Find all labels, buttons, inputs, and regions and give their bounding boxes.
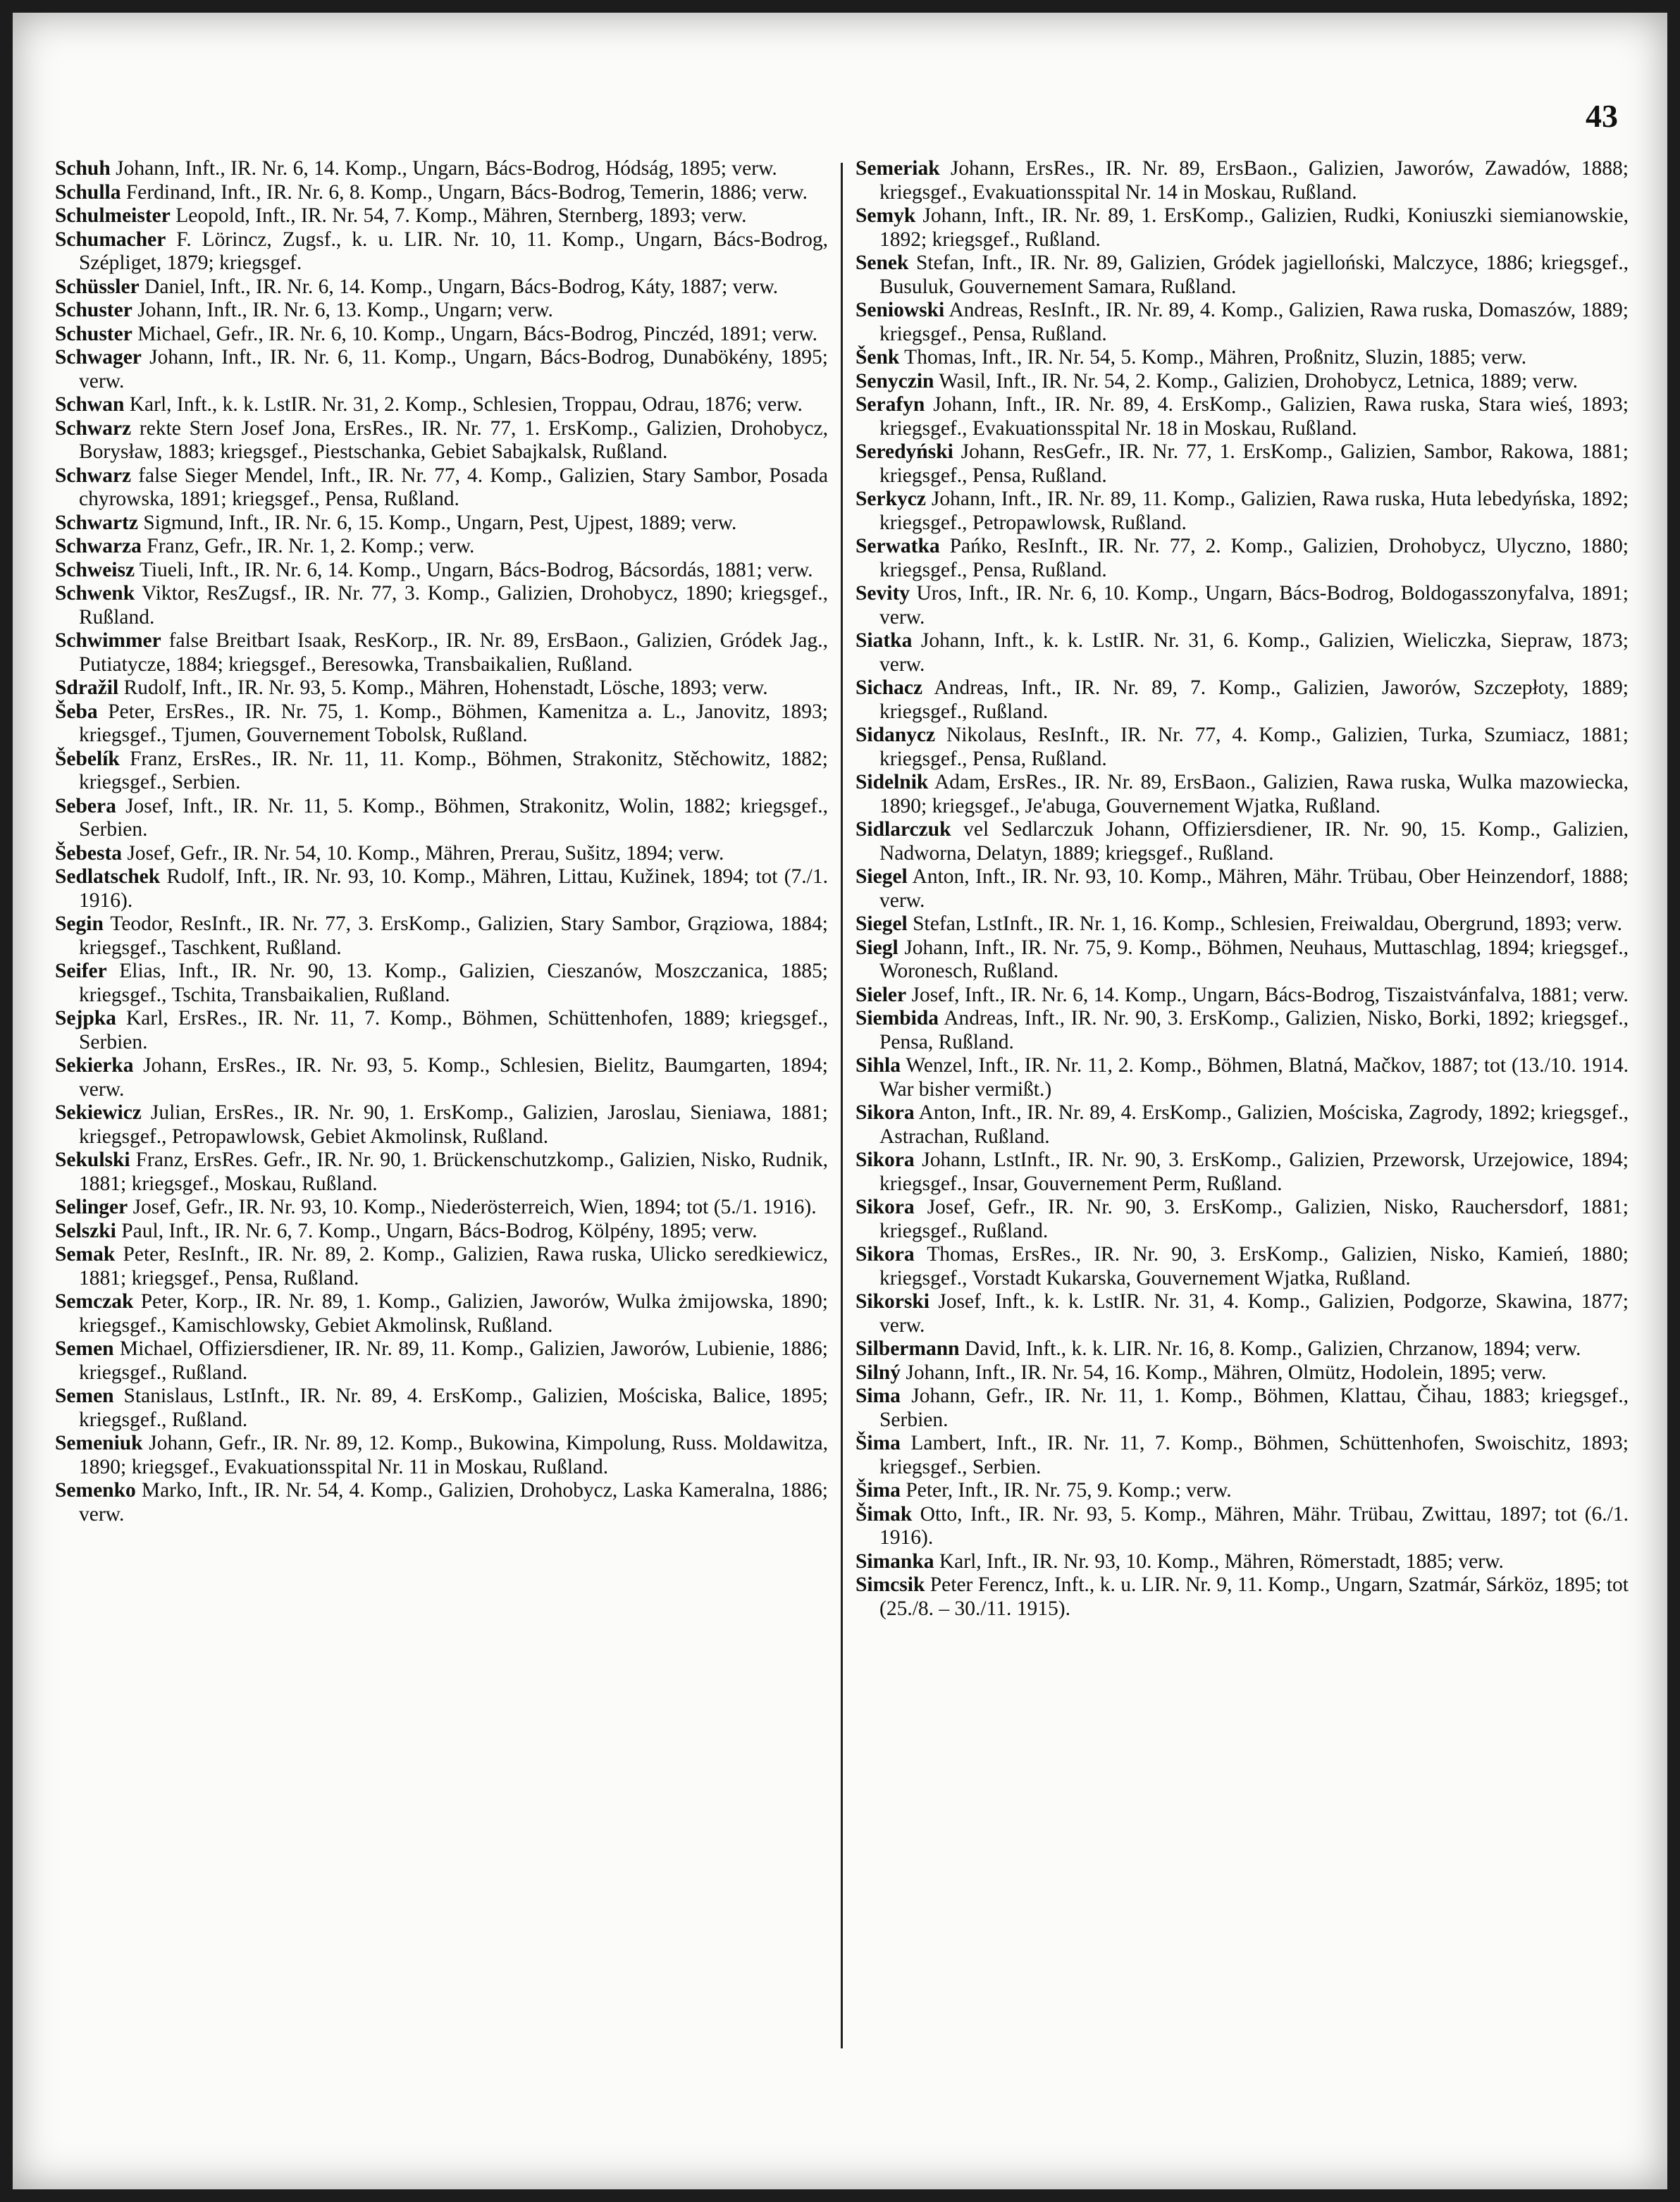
- entry-surname: Sikora: [856, 1149, 915, 1171]
- entry-details: Johann, LstInft., IR. Nr. 90, 3. ErsKomp., Galizien, Przeworsk, Urzejowice, 1894; kriegsgef., Insar, Gouvernement Perm, Rußland.: [879, 1149, 1629, 1195]
- entry-surname: Schuster: [55, 322, 132, 345]
- entry-details: Johann, Inft., IR. Nr. 6, 14. Komp., Ungarn, Bács-Bodrog, Hódság, 1895; verw.: [110, 157, 777, 180]
- entry-details: Lambert, Inft., IR. Nr. 11, 7. Komp., Böhmen, Schüttenhofen, Swoischitz, 1893; kriegsgef., Serbien.: [879, 1432, 1629, 1478]
- register-entry: [856, 488, 1629, 535]
- entry-details: Leopold, Inft., IR. Nr. 54, 7. Komp., Mähren, Sternberg, 1893; verw.: [170, 204, 747, 227]
- entry-details: Anton, Inft., IR. Nr. 93, 10. Komp., Mähren, Mähr. Trübau, Ober Heinzendorf, 1888; verw.: [879, 865, 1629, 912]
- two-column-layout: [55, 157, 1629, 2133]
- register-entry: [55, 1054, 828, 1101]
- entry-details: Viktor, ResZugsf., IR. Nr. 77, 3. Komp., Galizien, Drohobycz, 1890; kriegsgef., Rußland.: [79, 582, 828, 629]
- entry-surname: Semczak: [55, 1290, 134, 1313]
- register-entry: [55, 1243, 828, 1290]
- entry-surname: Semen: [55, 1385, 114, 1407]
- entry-details: Andreas, Inft., IR. Nr. 89, 7. Komp., Galizien, Jaworów, Szczepłoty, 1889; kriegsgef., Rußland.: [879, 676, 1629, 723]
- entry-surname: Siegel: [856, 913, 908, 935]
- register-entry: [856, 1385, 1629, 1432]
- register-entry: [55, 157, 828, 181]
- entry-details: Michael, Offiziersdiener, IR. Nr. 89, 11. Komp., Galizien, Jaworów, Lubienie, 1886; kriegsgef., Rußland.: [79, 1337, 828, 1384]
- entry-surname: Schulmeister: [55, 204, 171, 227]
- entry-details: Peter, Inft., IR. Nr. 75, 9. Komp.; verw.: [900, 1479, 1232, 1502]
- entry-details: Johann, Gefr., IR. Nr. 11, 1. Komp., Böhmen, Klattau, Čihau, 1883; kriegsgef., Serbien.: [879, 1385, 1629, 1431]
- register-entry: [856, 535, 1629, 582]
- register-entry: [856, 582, 1629, 629]
- entry-surname: Sikorski: [856, 1290, 929, 1313]
- entry-surname: Šima: [856, 1479, 901, 1502]
- entry-details: Josef, Inft., IR. Nr. 11, 5. Komp., Böhmen, Strakonitz, Wolin, 1882; kriegsgef., Serbien.: [79, 794, 828, 841]
- register-entry: [55, 1479, 828, 1526]
- entry-surname: Schüssler: [55, 275, 140, 298]
- entry-surname: Semenko: [55, 1479, 136, 1502]
- entry-surname: Sikora: [856, 1196, 915, 1218]
- entry-surname: Serkycz: [856, 488, 926, 510]
- entry-details: F. Lörincz, Zugsf., k. u. LIR. Nr. 10, 11. Komp., Ungarn, Bács-Bodrog, Szépliget, 1879; kriegsgef.: [79, 228, 828, 274]
- register-entry: [856, 818, 1629, 865]
- register-entry: [55, 535, 828, 559]
- entry-surname: Seredyński: [856, 440, 953, 463]
- entry-details: Josef, Gefr., IR. Nr. 54, 10. Komp., Mähren, Prerau, Sušitz, 1894; verw.: [122, 841, 724, 865]
- register-entry: [55, 676, 828, 700]
- entry-surname: Sdražil: [55, 676, 119, 699]
- register-entry: [856, 1432, 1629, 1479]
- entry-details: Peter, Korp., IR. Nr. 89, 1. Komp., Galizien, Jaworów, Wulka żmijowska, 1890; kriegsgef., Kamischlowsky, Gebiet Akmolinsk, Rußland.: [79, 1290, 828, 1337]
- entry-details: Sigmund, Inft., IR. Nr. 6, 15. Komp., Ungarn, Pest, Ujpest, 1889; verw.: [137, 511, 737, 534]
- entry-details: Anton, Inft., IR. Nr. 89, 4. ErsKomp., Galizien, Mościska, Zagrody, 1892; kriegsgef., Astrachan, Rußland.: [879, 1101, 1629, 1148]
- entry-details: Adam, ErsRes., IR. Nr. 89, ErsBaon., Galizien, Rawa ruska, Wulka mazowiecka, 1890; kriegsgef., Je'abuga, Gouvernement Wjatka, Rußland.: [879, 771, 1629, 817]
- register-entry: [856, 1573, 1629, 1621]
- entry-details: Johann, Inft., IR. Nr. 54, 16. Komp., Mähren, Olmütz, Hodolein, 1895; verw.: [900, 1361, 1547, 1384]
- entry-surname: Sekulski: [55, 1149, 130, 1171]
- entry-details: Johann, Inft., IR. Nr. 89, 1. ErsKomp., Galizien, Rudki, Koniuszki siemianowskie, 1892; kriegsgef., Rußland.: [879, 204, 1629, 251]
- entry-surname: Semyk: [856, 204, 916, 227]
- entry-details: Paul, Inft., IR. Nr. 6, 7. Komp., Ungarn, Bács-Bodrog, Kölpény, 1895; verw.: [116, 1219, 758, 1242]
- entry-surname: Senek: [856, 252, 909, 274]
- entry-details: Julian, ErsRes., IR. Nr. 90, 1. ErsKomp., Galizien, Jaroslau, Sieniawa, 1881; kriegsgef., Petropawlowsk, Gebiet Akmolinsk, Rußland.: [79, 1101, 828, 1148]
- register-entry: [856, 204, 1629, 252]
- entry-details: Josef, Inft., k. k. LstIR. Nr. 31, 4. Komp., Galizien, Podgorze, Skawina, 1877; verw.: [879, 1290, 1629, 1337]
- entry-details: Peter Ferencz, Inft., k. u. LIR. Nr. 9, 11. Komp., Ungarn, Szatmár, Sárköz, 1895; tot (25./8. – 30./11. 1915).: [879, 1573, 1629, 1620]
- entry-surname: Selinger: [55, 1196, 128, 1218]
- register-entry: [55, 748, 828, 795]
- register-entry: [55, 417, 828, 464]
- register-entry: [55, 393, 828, 417]
- register-entry: [856, 346, 1629, 370]
- entry-details: Karl, ErsRes., IR. Nr. 11, 7. Komp., Böhmen, Schüttenhofen, 1889; kriegsgef., Serbien.: [79, 1007, 828, 1053]
- register-entry: [55, 204, 828, 228]
- entry-surname: Šeba: [55, 700, 98, 723]
- entry-surname: Sikora: [856, 1243, 915, 1266]
- entry-details: false Sieger Mendel, Inft., IR. Nr. 77, 4. Komp., Galizien, Stary Sambor, Posada chyrowska, 1891; kriegsgef., Pensa, Rußland.: [79, 464, 828, 510]
- entry-surname: Selszki: [55, 1219, 116, 1242]
- register-entry: [856, 1149, 1629, 1196]
- register-entry: [55, 276, 828, 299]
- entry-surname: Serwatka: [856, 535, 940, 557]
- entry-details: Johann, ErsRes., IR. Nr. 93, 5. Komp., Schlesien, Bielitz, Baumgarten, 1894; verw.: [79, 1054, 828, 1101]
- register-entry: [856, 771, 1629, 818]
- register-entry: [55, 464, 828, 512]
- register-entry: [55, 1337, 828, 1385]
- entry-surname: Sebera: [55, 794, 116, 817]
- entry-details: Otto, Inft., IR. Nr. 93, 5. Komp., Mähren, Mähr. Trübau, Zwittau, 1897; tot (6./1. 1916).: [879, 1502, 1629, 1549]
- entry-details: David, Inft., k. k. LIR. Nr. 16, 8. Komp., Galizien, Chrzanow, 1894; verw.: [959, 1337, 1581, 1360]
- register-entry: [856, 157, 1629, 204]
- register-entry: [856, 936, 1629, 984]
- entry-surname: Schwenk: [55, 582, 135, 605]
- entry-details: Johann, Inft., IR. Nr. 6, 11. Komp., Ungarn, Bács-Bodrog, Dunabökény, 1895; verw.: [79, 346, 828, 392]
- entry-surname: Siegl: [856, 936, 898, 959]
- register-entry: [856, 1479, 1629, 1503]
- register-entry: [55, 299, 828, 323]
- register-entry: [55, 1149, 828, 1196]
- register-entry: [856, 440, 1629, 488]
- entry-details: Johann, Inft., IR. Nr. 89, 11. Komp., Galizien, Rawa ruska, Huta lebedyńska, 1892; kriegsgef., Petropawlowsk, Rußland.: [879, 488, 1629, 534]
- entry-details: Franz, ErsRes. Gefr., IR. Nr. 90, 1. Brückenschutzkomp., Galizien, Nisko, Rudnik, 1881; kriegsgef., Moskau, Rußland.: [79, 1149, 828, 1195]
- register-entry: [856, 1503, 1629, 1550]
- entry-details: Peter, ErsRes., IR. Nr. 75, 1. Komp., Böhmen, Kamenitza a. L., Janovitz, 1893; kriegsgef., Tjumen, Gouvernement Tobolsk, Rußland.: [79, 700, 828, 746]
- entry-surname: Sekierka: [55, 1054, 134, 1077]
- register-entry: [55, 1290, 828, 1337]
- entry-details: Ferdinand, Inft., IR. Nr. 6, 8. Komp., Ungarn, Bács-Bodrog, Temerin, 1886; verw.: [121, 180, 808, 204]
- entry-details: Wenzel, Inft., IR. Nr. 11, 2. Komp., Böhmen, Blatná, Mačkov, 1887; tot (13./10. 1914. War bisher vermißt.): [879, 1054, 1629, 1101]
- register-entry: [856, 1196, 1629, 1243]
- entry-surname: Sevity: [856, 582, 910, 605]
- register-entry: [55, 960, 828, 1007]
- register-entry: [856, 1054, 1629, 1101]
- entry-details: Josef, Gefr., IR. Nr. 93, 10. Komp., Niederösterreich, Wien, 1894; tot (5./1. 1916).: [128, 1196, 817, 1218]
- register-entry: [55, 346, 828, 393]
- entry-surname: Siatka: [856, 629, 913, 652]
- entry-surname: Schwimmer: [55, 629, 161, 652]
- entry-details: Karl, Inft., k. k. LstIR. Nr. 31, 2. Komp., Schlesien, Troppau, Odrau, 1876; verw.: [124, 393, 803, 416]
- entry-surname: Simcsik: [856, 1573, 925, 1596]
- entry-details: Rudolf, Inft., IR. Nr. 93, 10. Komp., Mähren, Littau, Kužinek, 1894; tot (7./1. 1916).: [79, 865, 828, 912]
- register-entry: [55, 1220, 828, 1244]
- entry-details: Franz, Gefr., IR. Nr. 1, 2. Komp.; verw.: [141, 535, 475, 557]
- entry-surname: Seniowski: [856, 299, 945, 321]
- register-entry: [856, 370, 1629, 394]
- register-entry: [55, 1432, 828, 1479]
- entry-details: Andreas, ResInft., IR. Nr. 89, 4. Komp., Galizien, Rawa ruska, Domaszów, 1889; kriegsgef., Pensa, Rußland.: [879, 299, 1629, 345]
- entry-surname: Silný: [856, 1361, 901, 1384]
- entry-surname: Semak: [55, 1243, 116, 1266]
- entry-surname: Semen: [55, 1337, 114, 1360]
- entry-surname: Siegel: [856, 865, 908, 888]
- entry-details: Rudolf, Inft., IR. Nr. 93, 5. Komp., Mähren, Hohenstadt, Lösche, 1893; verw.: [118, 676, 768, 699]
- entry-surname: Sichacz: [856, 676, 923, 699]
- entry-surname: Schuh: [55, 157, 111, 180]
- entry-surname: Šebelík: [55, 747, 120, 770]
- entry-details: Stefan, Inft., IR. Nr. 89, Galizien, Gródek jagielloński, Malczyce, 1886; kriegsgef., Busuluk, Gouvernement Samara, Rußland.: [879, 252, 1629, 298]
- register-entry: [55, 1196, 828, 1220]
- left-column: [55, 157, 841, 2133]
- entry-details: Michael, Gefr., IR. Nr. 6, 10. Komp., Ungarn, Bács-Bodrog, Pinczéd, 1891; verw.: [132, 322, 818, 345]
- register-entry: [55, 512, 828, 536]
- entry-surname: Serafyn: [856, 393, 925, 416]
- page-number: 43: [1586, 98, 1618, 134]
- entry-surname: Semeriak: [856, 157, 940, 180]
- register-entry: [856, 1290, 1629, 1337]
- right-column: [843, 157, 1629, 2133]
- entry-details: Johann, Inft., IR. Nr. 75, 9. Komp., Böhmen, Neuhaus, Muttaschlag, 1894; kriegsgef., Woronesch, Rußland.: [879, 936, 1629, 982]
- register-entry: [856, 724, 1629, 771]
- register-entry: [856, 913, 1629, 936]
- entry-surname: Sima: [856, 1385, 901, 1407]
- entry-surname: Schwager: [55, 346, 142, 369]
- entry-surname: Schwartz: [55, 511, 138, 534]
- register-entry: [55, 1007, 828, 1054]
- entry-details: Johann, Inft., IR. Nr. 89, 4. ErsKomp., Galizien, Rawa ruska, Stara wieś, 1893; kriegsgef., Evakuationsspital Nr. 18 in Moskau, Rußland.: [879, 393, 1629, 440]
- entry-surname: Schwarz: [55, 416, 132, 440]
- register-entry: [55, 323, 828, 347]
- register-entry: [856, 1243, 1629, 1290]
- entry-surname: Šebesta: [55, 841, 123, 865]
- register-entry: [55, 629, 828, 676]
- entry-surname: Sihla: [856, 1054, 901, 1077]
- register-entry: [55, 1101, 828, 1149]
- entry-surname: Semeniuk: [55, 1432, 143, 1454]
- entry-details: Franz, ErsRes., IR. Nr. 11, 11. Komp., Böhmen, Strakonitz, Stěchowitz, 1882; kriegsgef., Serbien.: [79, 747, 828, 793]
- register-entry: [856, 629, 1629, 676]
- entry-details: Uros, Inft., IR. Nr. 6, 10. Komp., Ungarn, Bács-Bodrog, Boldogasszonyfalva, 1891; verw.: [879, 582, 1629, 629]
- entry-surname: Šima: [856, 1432, 901, 1454]
- register-entry: [55, 181, 828, 205]
- entry-surname: Schwarza: [55, 535, 142, 557]
- entry-details: Tiueli, Inft., IR. Nr. 6, 14. Komp., Ungarn, Bács-Bodrog, Bácsordás, 1881; verw.: [135, 558, 813, 581]
- register-entry: [55, 228, 828, 276]
- entry-details: Thomas, Inft., IR. Nr. 54, 5. Komp., Mähren, Proßnitz, Sluzin, 1885; verw.: [899, 346, 1527, 369]
- entry-surname: Seifer: [55, 960, 107, 982]
- entry-surname: Simanka: [856, 1550, 934, 1573]
- register-entry: [856, 1361, 1629, 1385]
- register-entry: [856, 393, 1629, 440]
- register-entry: [55, 582, 828, 629]
- entry-surname: Schumacher: [55, 228, 166, 251]
- entry-details: Andreas, Inft., IR. Nr. 90, 3. ErsKomp., Galizien, Nisko, Borki, 1892; kriegsgef., Pensa, Rußland.: [879, 1007, 1629, 1053]
- entry-surname: Siembida: [856, 1007, 939, 1029]
- entry-surname: Schweisz: [55, 558, 135, 581]
- register-entry: [856, 676, 1629, 724]
- entry-surname: Šenk: [856, 346, 900, 369]
- entry-surname: Senyczin: [856, 369, 934, 392]
- entry-surname: Sejpka: [55, 1007, 116, 1029]
- register-entry: [55, 795, 828, 842]
- entry-surname: Sieler: [856, 983, 907, 1006]
- entry-details: Josef, Gefr., IR. Nr. 90, 3. ErsKomp., Galizien, Nisko, Rauchersdorf, 1881; kriegsgef., Rußland.: [879, 1196, 1629, 1242]
- entry-details: Stefan, LstInft., IR. Nr. 1, 16. Komp., Schlesien, Freiwaldau, Obergrund, 1893; verw.: [907, 913, 1623, 935]
- register-entry: [55, 913, 828, 960]
- entry-surname: Sidelnik: [856, 771, 929, 793]
- entry-surname: Sekiewicz: [55, 1101, 142, 1124]
- entry-surname: Šimak: [856, 1502, 913, 1526]
- entry-details: Wasil, Inft., IR. Nr. 54, 2. Komp., Galizien, Drohobycz, Letnica, 1889; verw.: [934, 369, 1579, 392]
- entry-details: Stanislaus, LstInft., IR. Nr. 89, 4. ErsKomp., Galizien, Mościska, Balice, 1895; kriegsgef., Rußland.: [79, 1385, 828, 1431]
- entry-details: Thomas, ErsRes., IR. Nr. 90, 3. ErsKomp., Galizien, Nisko, Kamień, 1880; kriegsgef., Vorstadt Kukarska, Gouvernement Wjatka, Rußland.: [879, 1243, 1629, 1289]
- entry-surname: Schuster: [55, 299, 132, 321]
- register-entry: [856, 1337, 1629, 1361]
- register-entry: [856, 1007, 1629, 1054]
- entry-surname: Sikora: [856, 1101, 915, 1124]
- entry-details: false Breitbart Isaak, ResKorp., IR. Nr. 89, ErsBaon., Galizien, Gródek Jag., Putiatycze, 1884; kriegsgef., Beresowka, Transbaikalien, Rußland.: [79, 629, 828, 676]
- entry-surname: Silbermann: [856, 1337, 960, 1360]
- register-entry: [55, 1385, 828, 1432]
- register-entry: [856, 984, 1629, 1008]
- entry-details: Teodor, ResInft., IR. Nr. 77, 3. ErsKomp., Galizien, Stary Sambor, Grąziowa, 1884; kriegsgef., Taschkent, Rußland.: [79, 913, 828, 959]
- entry-details: rekte Stern Josef Jona, ErsRes., IR. Nr. 77, 1. ErsKomp., Galizien, Drohobycz, Borysław, 1883; kriegsgef., Piestschanka, Gebiet Sabajkalsk, Rußland.: [79, 416, 828, 463]
- entry-details: Johann, Inft., k. k. LstIR. Nr. 31, 6. Komp., Galizien, Wieliczka, Siepraw, 1873; verw.: [879, 629, 1629, 676]
- entry-details: Daniel, Inft., IR. Nr. 6, 14. Komp., Ungarn, Bács-Bodrog, Káty, 1887; verw.: [139, 275, 779, 298]
- entry-details: Peter, ResInft., IR. Nr. 89, 2. Komp., Galizien, Rawa ruska, Ulicko seredkiewicz, 1881; kriegsgef., Pensa, Rußland.: [79, 1243, 828, 1289]
- register-entry: [856, 299, 1629, 346]
- entry-surname: Schwarz: [55, 464, 132, 487]
- entry-details: Johann, Gefr., IR. Nr. 89, 12. Komp., Bukowina, Kimpolung, Russ. Moldawitza, 1890; kriegsgef., Evakuationsspital Nr. 11 in Moskau, Rußland.: [79, 1432, 828, 1478]
- register-entry: [55, 700, 828, 748]
- register-entry: [856, 1101, 1629, 1149]
- entry-details: Karl, Inft., IR. Nr. 93, 10. Komp., Mähren, Römerstadt, 1885; verw.: [934, 1550, 1504, 1573]
- entry-details: Marko, Inft., IR. Nr. 54, 4. Komp., Galizien, Drohobycz, Laska Kameralna, 1886; verw.: [79, 1479, 828, 1526]
- entry-surname: Sidlarczuk: [856, 818, 951, 841]
- register-entry: [55, 842, 828, 866]
- entry-details: Johann, ErsRes., IR. Nr. 89, ErsBaon., Galizien, Jaworów, Zawadów, 1888; kriegsgef., Evakuationsspital Nr. 14 in Moskau, Rußland.: [879, 157, 1629, 204]
- entry-details: Johann, Inft., IR. Nr. 6, 13. Komp., Ungarn; verw.: [132, 299, 553, 321]
- entry-details: Elias, Inft., IR. Nr. 90, 13. Komp., Galizien, Cieszanów, Moszczanica, 1885; kriegsgef., Tschita, Transbaikalien, Rußland.: [79, 960, 828, 1006]
- entry-details: Pańko, ResInft., IR. Nr. 77, 2. Komp., Galizien, Drohobycz, Ulyczno, 1880; kriegsgef., Pensa, Rußland.: [879, 535, 1629, 581]
- register-entry: [856, 865, 1629, 913]
- register-entry: [856, 1550, 1629, 1574]
- entry-surname: Schwan: [55, 393, 125, 416]
- entry-details: Josef, Inft., IR. Nr. 6, 14. Komp., Ungarn, Bács-Bodrog, Tiszaistvánfalva, 1881; verw.: [906, 983, 1629, 1006]
- entry-details: Nikolaus, ResInft., IR. Nr. 77, 4. Komp., Galizien, Turka, Szumiacz, 1881; kriegsgef., Pensa, Rußland.: [879, 724, 1629, 770]
- register-entry: [856, 252, 1629, 299]
- entry-surname: Segin: [55, 913, 104, 935]
- register-entry: [55, 559, 828, 583]
- entry-details: vel Sedlarczuk Johann, Offiziersdiener, IR. Nr. 90, 15. Komp., Galizien, Nadworna, Delatyn, 1889; kriegsgef., Rußland.: [879, 818, 1629, 865]
- entry-details: Johann, ResGefr., IR. Nr. 77, 1. ErsKomp., Galizien, Sambor, Rakowa, 1881; kriegsgef., Pensa, Rußland.: [879, 440, 1629, 487]
- entry-surname: Sidanycz: [856, 724, 936, 746]
- register-entry: [55, 865, 828, 913]
- entry-surname: Schulla: [55, 180, 121, 204]
- entry-surname: Sedlatschek: [55, 865, 161, 888]
